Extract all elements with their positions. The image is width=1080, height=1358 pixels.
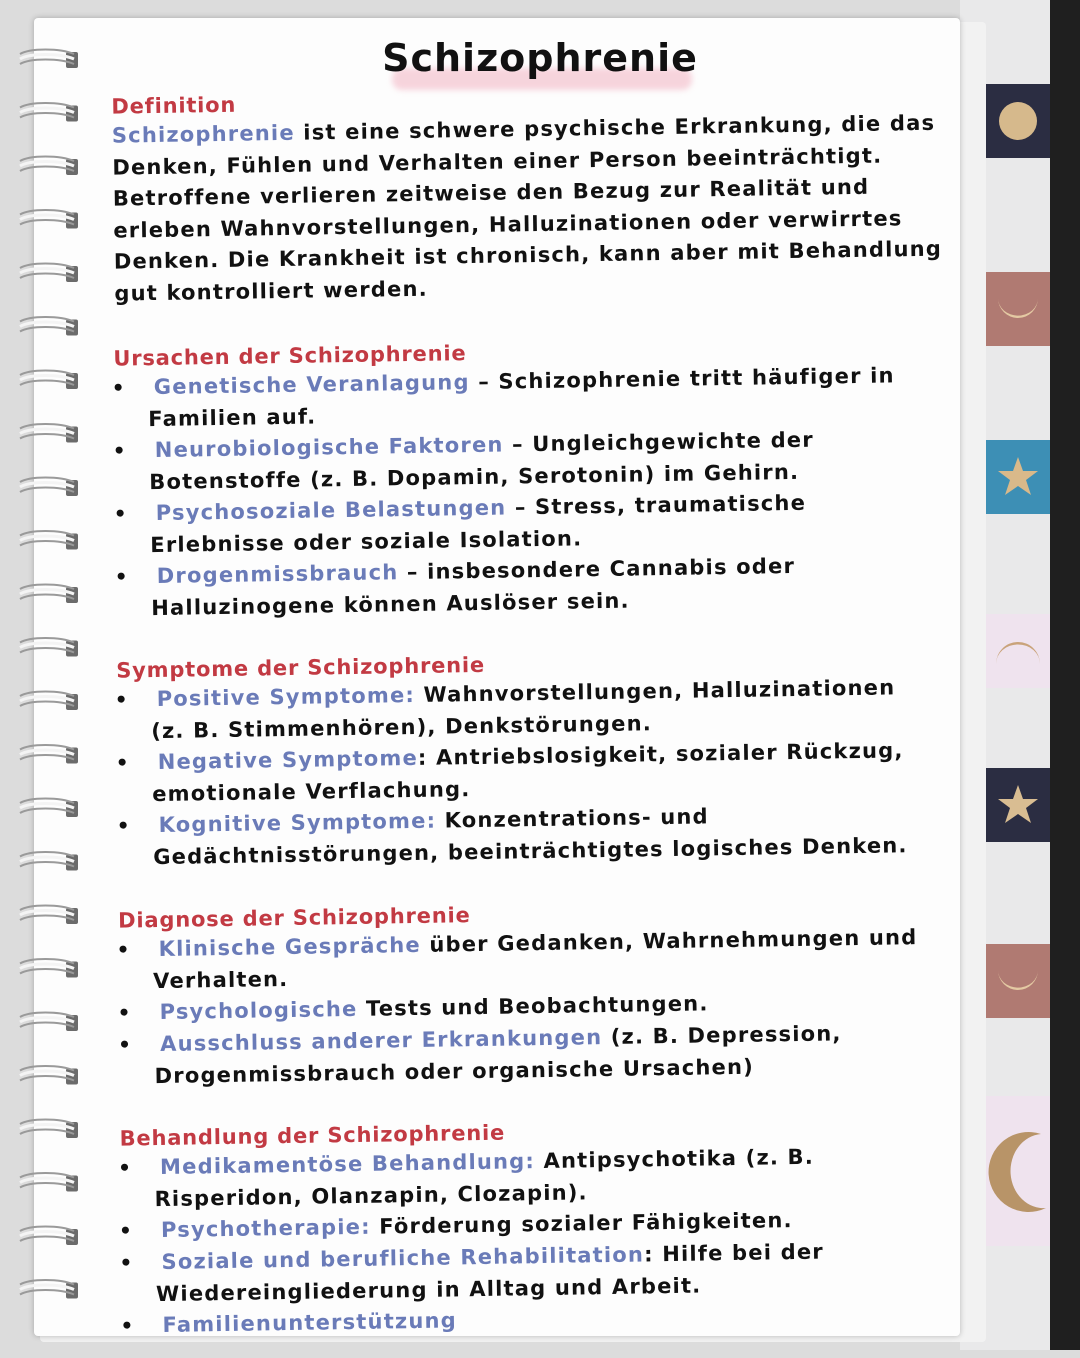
definition-heading: Definition xyxy=(111,92,237,119)
list-item: • Klinische Gespräche über Gedanken, Wahrnehmungen und Verhalten. xyxy=(116,925,918,993)
list-item: • Psychosoziale Belastungen – Stress, traumatische Erlebnisse oder soziale Isolation. xyxy=(113,490,807,557)
list-item: • Negative Symptome: Antriebslosigkeit, sozialer Rückzug, emotionale Verflachung. xyxy=(115,738,904,806)
list-item: • Psychotherapie: Förderung sozialer Fähigkeiten. xyxy=(118,1208,793,1243)
list-item: • Soziale und berufliche Rehabilitation: Hilfe bei der Wiedereingliederung in Alltag und Arbeit. xyxy=(119,1239,825,1306)
bullet: • xyxy=(117,1032,132,1057)
list-item: • Familienunterstützung xyxy=(120,1308,458,1338)
list-item: • Medikamentöse Behandlung: Antipsychotika (z. B. Risperidon, Olanzapin, Clozapin). xyxy=(117,1144,815,1211)
bullet: • xyxy=(116,813,130,838)
list-item: • Genetische Veranlagung – Schizophrenie tritt häufiger in Familien auf. xyxy=(111,363,895,431)
bullet: • xyxy=(117,1155,132,1180)
bullet: • xyxy=(111,375,125,400)
list-item: • Neurobiologische Faktoren – Ungleichgewichte der Botenstoffe (z. B. Dopamin, Serotonin) im Gehirn. xyxy=(112,427,815,494)
definition-term: Schizophrenie xyxy=(111,120,295,148)
list-item: • Ausschluss anderer Erkrankungen (z. B. Depression, Drogenmissbrauch oder organische Ursachen) xyxy=(117,1021,842,1088)
bullet: • xyxy=(115,750,129,775)
list-item: • Kognitive Symptome: Konzentrations- und Gedächtnisstörungen, beeinträchtigtes logisches Denken. xyxy=(116,804,908,869)
bullet: • xyxy=(114,564,128,589)
bullet: • xyxy=(112,438,126,463)
section-heading: Symptome der Schizophrenie xyxy=(116,652,486,683)
bullet: • xyxy=(116,937,130,962)
section-heading: Behandlung der Schizophrenie xyxy=(119,1120,506,1151)
list-item: • Psychologische Tests und Beobachtungen. xyxy=(117,991,709,1025)
definition-text: Schizophrenie ist eine schwere psychische Erkrankung, die das Denken, Fühlen und Verhalten einer Person beeinträchtigt. Betroffene verlieren zeitweise den Bezug zur Realität und erleben Wahnvorstellungen, Halluzinationen oder verwirrtes Denken. Die Krankheit ist chronisch, kann aber mit Behandlung gut kontrolliert werden. xyxy=(111,110,943,306)
list-item: • Positive Symptome: Wahnvorstellungen, Halluzinationen (z. B. Stimmenhören), Denkstörungen. xyxy=(114,675,896,743)
section-heading: Diagnose der Schizophrenie xyxy=(118,903,471,933)
list-item: • Drogenmissbrauch – insbesondere Cannabis oder Halluzinogene können Auslöser sein. xyxy=(114,553,796,620)
bullet: • xyxy=(119,1250,133,1275)
section-heading: Ursachen der Schizophrenie xyxy=(113,341,467,371)
bullet: • xyxy=(118,1218,133,1243)
bullet: • xyxy=(117,1000,131,1025)
bullet: • xyxy=(113,501,127,526)
bullet: • xyxy=(120,1313,134,1338)
bullet: • xyxy=(114,687,128,712)
page-title: Schizophrenie xyxy=(382,36,698,80)
